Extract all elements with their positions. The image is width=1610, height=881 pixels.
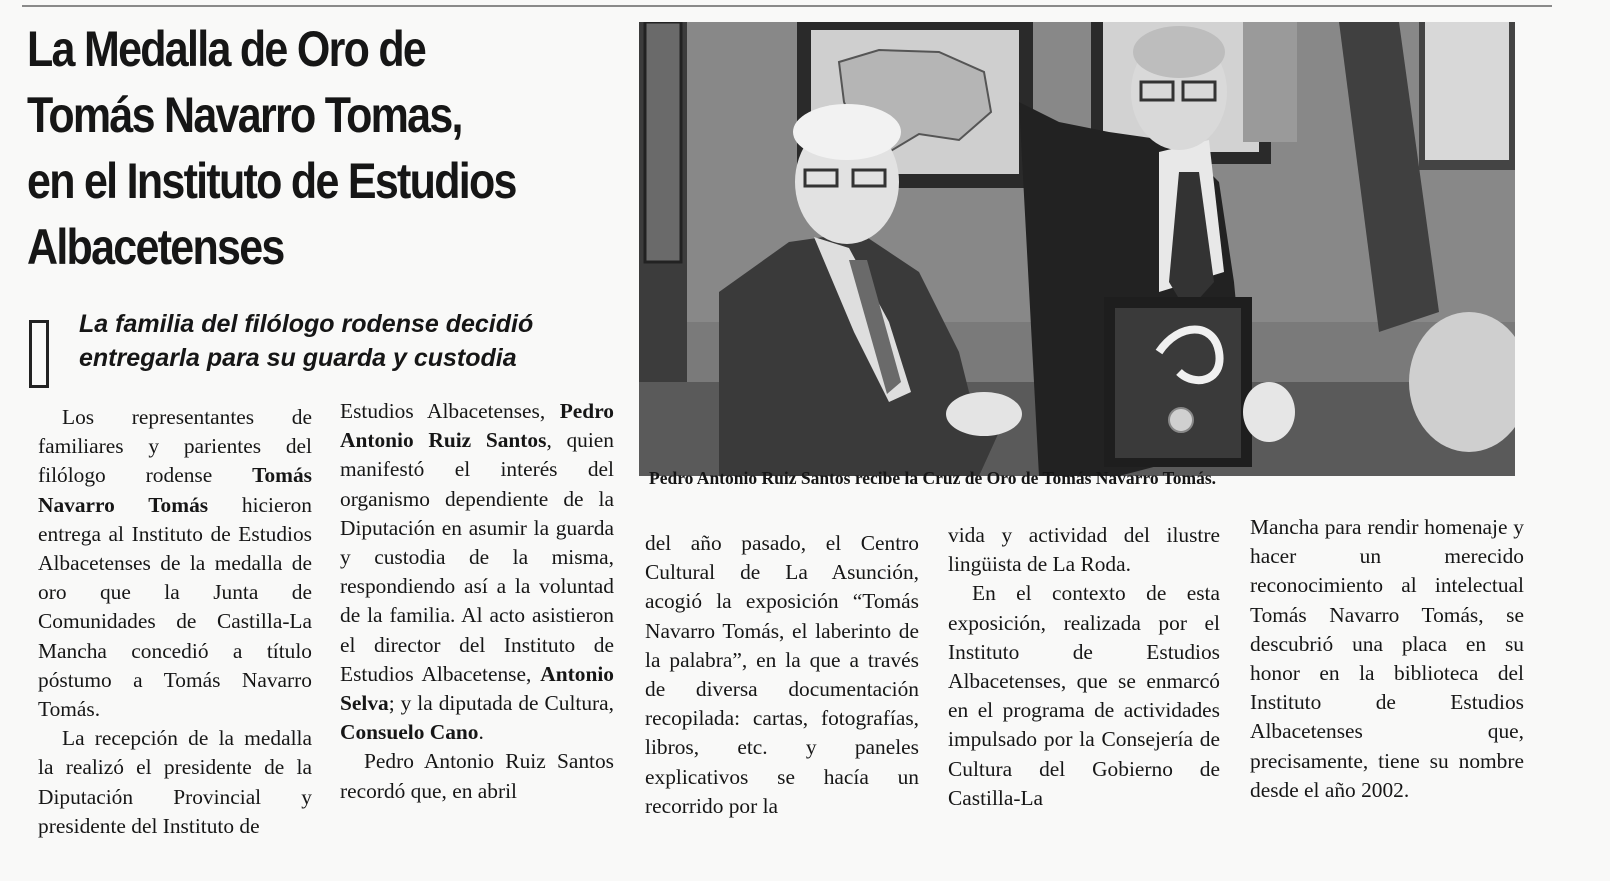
subheadline — [79, 307, 619, 375]
subheadline-line-2: entregarla para su guarda y custodia — [79, 344, 517, 372]
bold-name: Antonio Selva — [340, 661, 614, 716]
paragraph: En el contexto de esta exposición, realizada por el Instituto de Estudios Albacetenses, que se enmarcó en el programa de actividades impulsado por la Consejería de Cultura del Gobierno de Castilla-La — [948, 581, 1220, 810]
paragraph: Mancha para rendir homenaje y hacer un merecido reconocimiento al intelectual Tomás Navarro Tomás, se descubrió una placa en su honor en la biblioteca del Instituto de Estudios Albacetenses que, precisamente, tiene su nombre desde el año 2002. — [1250, 515, 1524, 802]
paragraph: La recepción de la medalla la realizó el presidente de la Diputación Provincial y presidente del Instituto de — [38, 726, 312, 838]
article-column-4 — [948, 521, 1220, 813]
paragraph: del año pasado, el Centro Cultural de La Asunción, acogió la exposición “Tomás Navarro Tomás, el laberinto de la palabra”, en la que a través de diversa documentación recopilada: cartas, fotografías, libros, etc. y paneles explicativos se hacía un recorrido por la — [645, 531, 919, 818]
photo-illustration — [639, 22, 1515, 476]
headline-line-4: Albacetenses — [27, 219, 284, 275]
article-column-2 — [340, 397, 614, 806]
paragraph: Pedro Antonio Ruiz Santos recordó que, en abril — [340, 749, 614, 803]
subheadline-line-1: La familia del filólogo rodense decidió — [79, 310, 534, 338]
subheadline-marker — [29, 320, 49, 388]
photo-handshake-medal — [639, 22, 1515, 476]
headline-line-2: Tomás Navarro Tomas, — [27, 87, 462, 143]
article-column-5 — [1250, 513, 1524, 805]
headline — [27, 16, 543, 280]
headline-line-1: La Medalla de Oro de — [27, 21, 426, 77]
headline-line-3: en el Instituto de Estudios — [27, 153, 516, 209]
paragraph: Los representantes de familiares y parientes del filólogo rodense Tomás Navarro Tomás hicieron entrega al Instituto de Estudios Albacetenses de la medalla de oro que la Junta de Comunidades de Castilla-La Mancha concedió a título póstumo a Tomás Navarro Tomás. — [38, 405, 312, 722]
paragraph: Estudios Albacetenses, Pedro Antonio Ruiz Santos, quien manifestó el interés del organismo dependiente de la Diputación en asumir la guarda y custodia de la misma, respondiendo así a la voluntad de la familia. Al acto asistieron el director del Instituto de Estudios Albacetense, Antonio Selva; y la diputada de Cultura, Consuelo Cano. — [340, 399, 614, 745]
top-rule — [22, 5, 1552, 7]
bold-name: Consuelo Cano — [340, 720, 479, 745]
paragraph: vida y actividad del ilustre lingüista de La Roda. — [948, 523, 1220, 577]
article-column-1 — [38, 403, 312, 841]
article-column-3 — [645, 529, 919, 821]
bold-name: Pedro Antonio Ruiz Santos — [340, 399, 614, 453]
photo-caption: Pedro Antonio Ruiz Santos recibe la Cruz de Oro de Tomás Navarro Tomás. — [649, 468, 1217, 488]
bold-name: Tomás Navarro Tomás — [38, 463, 312, 517]
